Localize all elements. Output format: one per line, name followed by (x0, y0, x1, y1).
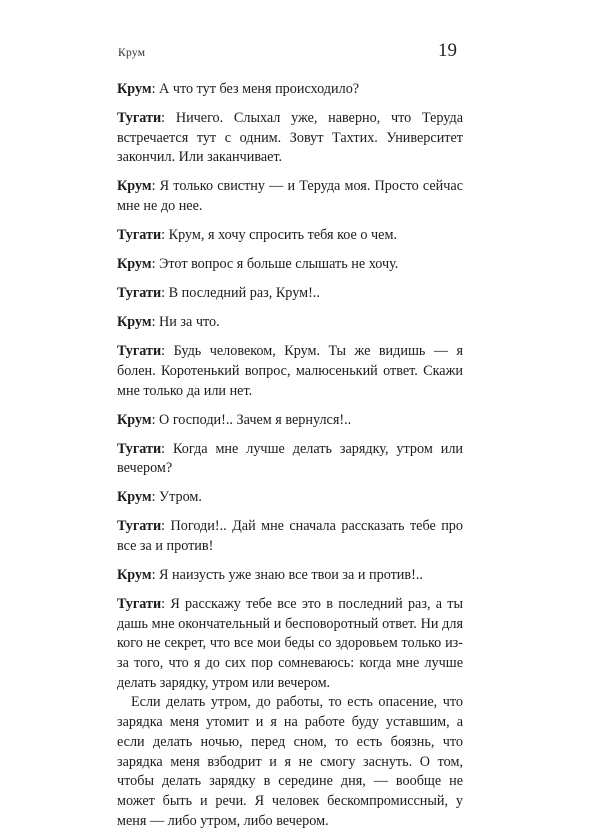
dialogue-line (117, 255, 463, 275)
dialogue-line (117, 440, 463, 479)
line-text: : О господи!.. Зачем я вернулся!.. (151, 411, 352, 428)
line-text: : Этот вопрос я больше слышать не хочу. (151, 256, 399, 273)
speaker-name: Крум (117, 566, 152, 583)
page-number: 19 (438, 40, 457, 61)
speaker-name: Крум (117, 81, 152, 97)
line-text: : А что тут без меня происходило? (151, 81, 360, 97)
dialogue-line (117, 226, 463, 246)
line-text: : Я расскажу тебе все это в последний раз, а ты дашь мне окончательный и бесповоротный ответ. Ни для кого не секрет, что все мои беды со здоровьем только из-за того, что я до сих пор сомневаюсь: когда мне лучше делать зарядку, утром или вечером. (117, 595, 463, 691)
dialogue-line (117, 566, 463, 586)
speaker-name: Крум (117, 256, 152, 273)
line-text: : Ни за что. (151, 314, 220, 331)
speaker-name: Тугати (117, 595, 162, 612)
play-text (117, 80, 463, 831)
dialogue-line (117, 313, 463, 333)
dialogue-line (117, 595, 463, 694)
speaker-name: Тугати (117, 227, 162, 244)
dialogue-line (117, 284, 463, 304)
dialogue-line (117, 109, 463, 168)
speaker-name: Тугати (117, 285, 162, 302)
running-head-title: Крум (118, 47, 146, 59)
dialogue-line (117, 342, 463, 401)
line-text: : Когда мне лучше делать зарядку, утром или вечером? (117, 440, 463, 477)
line-text: : Погоди!.. Дай мне сначала рассказать тебе про все за и против! (117, 518, 463, 554)
line-text: : Ничего. Слыхал уже, наверно, что Теруда встречается тут с одним. Зовут Тахтих. Университет закончил. Или заканчивает. (117, 110, 463, 166)
dialogue-line (117, 488, 463, 508)
dialogue-line (117, 80, 463, 100)
line-text: : Утром. (151, 489, 202, 506)
line-text: : Крум, я хочу спросить тебя кое о чем. (161, 227, 397, 244)
dialogue-line (117, 177, 463, 216)
line-text: : Будь человеком, Крум. Ты же видишь — я болен. Коротенький вопрос, малюсенький ответ. Скажи мне только да или нет. (117, 343, 463, 399)
speaker-name: Тугати (117, 110, 162, 126)
speaker-name: Тугати (117, 343, 162, 360)
speaker-name: Крум (117, 489, 152, 506)
line-text: : Я только свистну — и Теруда моя. Просто сейчас мне не до нее. (117, 178, 463, 215)
speaker-name: Крум (117, 178, 152, 195)
continuation-paragraph: Если делать утром, до работы, то есть опасение, что зарядка меня утомит и я на работе буду уставшим, а если делать ночью, перед сном, то есть боязнь, что зарядка меня взбодрит и я не смогу заснуть. О том, чтобы делать зарядку в середине дня, — вообще не может быть и речи. Я человек бескомпромиссный, у меня — либо утром, либо вечером. (117, 694, 463, 829)
speaker-name: Тугати (117, 518, 162, 535)
line-text: : Я наизусть уже знаю все твои за и против!.. (151, 566, 423, 583)
line-text: : В последний раз, Крум!.. (161, 285, 320, 302)
dialogue-line (117, 517, 463, 556)
speaker-name: Тугати (117, 440, 162, 457)
speaker-name: Крум (117, 314, 152, 331)
speaker-name: Крум (117, 411, 152, 428)
dialogue-line (117, 411, 463, 431)
